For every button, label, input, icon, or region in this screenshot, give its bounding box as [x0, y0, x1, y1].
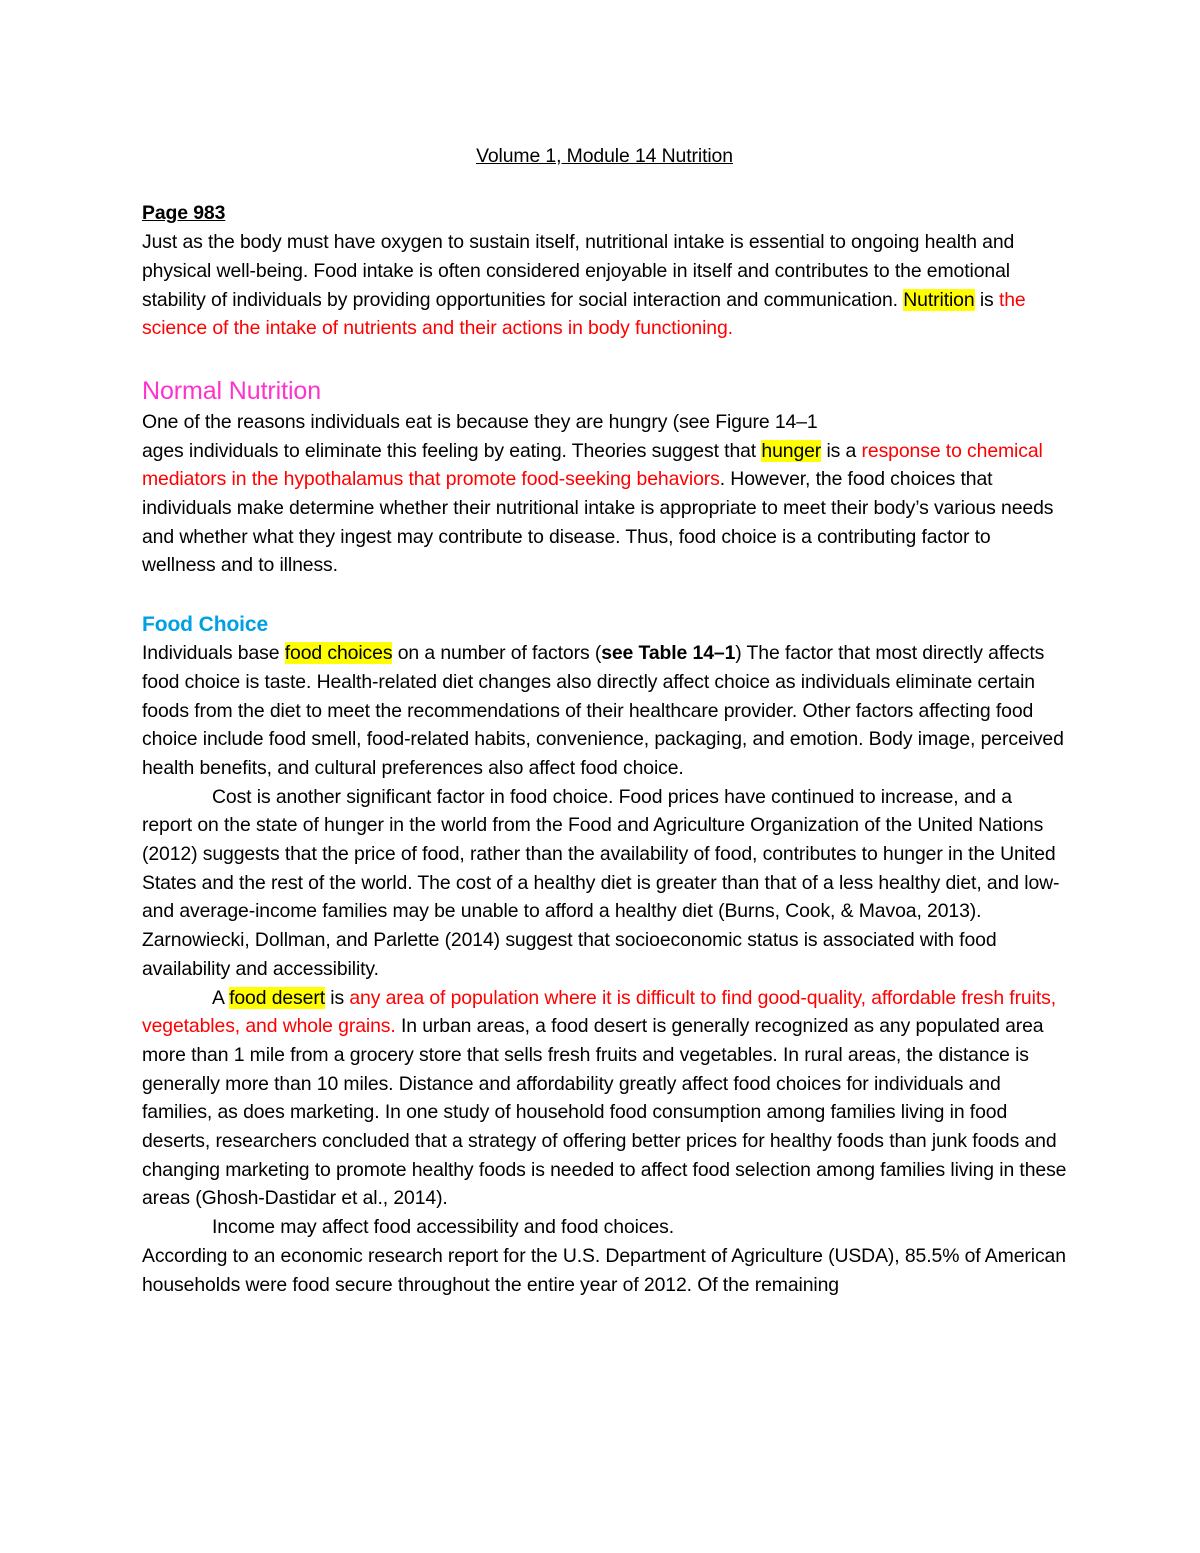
table-reference: see Table 14–1 — [601, 642, 736, 665]
food-desert-text-2: is — [324, 986, 350, 1009]
highlighted-term-food-choices: food choices — [284, 642, 393, 665]
intro-paragraph — [142, 228, 1067, 343]
definition-nutrition: the science of the intake of nutrients and their actions in body functioning. — [142, 288, 1026, 340]
food-choice-paragraph-2: Cost is another significant factor in food choice. Food prices have continued to increase, and a report on the state of hunger in the world from the Food and Agriculture Organization of the United Nations (2012) suggests that the price of food, rather than the availability of food, contributes to hunger in the United States and the rest of the world. The cost of a healthy diet is greater than that of a less healthy diet, and low-and average-income families may be unable to afford a healthy diet (Burns, Cook, & Mavoa, 2013). Zarnowiecki, Dollman, and Parlette (2014) suggest that socioeconomic status is associated with food availability and accessibility. — [142, 785, 1060, 980]
intro-text: Just as the body must have oxygen to sustain itself, nutritional intake is essential to ongoing health and physical well-being. Food intake is often considered enjoyable in itself and contributes to the emotional stability of individuals by providing opportunities for social interaction and communication. — [142, 231, 1015, 311]
food-desert-text: A — [212, 986, 230, 1009]
highlighted-term-hunger: hunger — [761, 439, 822, 462]
document-title: Volume 1, Module 14 Nutrition — [476, 145, 733, 167]
food-choice-paragraph-4: Income may affect food accessibility and food choices. — [212, 1216, 675, 1239]
highlighted-term-food-desert: food desert — [229, 986, 325, 1009]
highlighted-term-nutrition: Nutrition — [903, 288, 975, 311]
document-body — [142, 142, 1067, 1299]
definition-hunger: response to chemical mediators in the hypothalamus that promote food-seeking behaviors — [142, 439, 1043, 491]
definition-food-desert: any area of population where it is difficult to find good-quality, affordable fresh fruits, vegetables, and whole grains. — [142, 986, 1056, 1038]
normal-nutrition-paragraph — [142, 408, 1067, 580]
food-choice-text: Individuals base — [142, 642, 285, 665]
heading-food-choice: Food Choice — [142, 613, 269, 637]
normal-nutrition-text: ages individuals to eliminate this feeling by eating. Theories suggest that — [142, 439, 762, 462]
heading-normal-nutrition: Normal Nutrition — [142, 376, 322, 405]
food-desert-text-3: In urban areas, a food desert is generally recognized as any populated area more than 1 mile from a grocery store that sells fresh fruits and vegetables. In rural areas, the distance is generally more than 10 miles. Distance and affordability greatly affect food choices for individuals and families, as does marketing. In one study of household food consumption among families living in food deserts, researchers concluded that a strategy of offering better prices for healthy foods than junk foods and changing marketing to promote healthy foods is needed to affect food selection among families living in these areas (Ghosh-Dastidar et al., 2014). — [142, 1015, 1067, 1210]
normal-nutrition-line-1: One of the reasons individuals eat is because they are hungry (see Figure 14–1 — [142, 410, 818, 433]
intro-text-2: is — [974, 288, 999, 311]
normal-nutrition-text-3: . However, the food choices that individuals make determine whether their nutritional intake is appropriate to meet their body’s various needs and whether what they ingest may contribute to disease. Thus, food choice is a contributing factor to wellness and to illness. — [142, 468, 1054, 577]
food-choice-text-3: ) The factor that most directly affects food choice is taste. Health-related diet changes also directly affect choice as individuals eliminate certain foods from the diet to meet the recommendations of their healthcare provider. Other factors affecting food choice include food smell, food-related habits, convenience, packaging, and emotion. Body image, perceived health benefits, and cultural preferences also affect food choice. — [142, 642, 1064, 779]
food-choice-text-2: on a number of factors ( — [392, 642, 602, 665]
normal-nutrition-text-2: is a — [821, 439, 862, 462]
food-choice-paragraph-3 — [142, 984, 1067, 1214]
food-choice-paragraph-1 — [142, 639, 1067, 783]
food-choice-paragraph-5: According to an economic research report for the U.S. Department of Agriculture (USDA), 85.5% of American households were food secure throughout the entire year of 2012. Of the remaining — [142, 1244, 1066, 1296]
page-label: Page 983 — [142, 202, 226, 225]
